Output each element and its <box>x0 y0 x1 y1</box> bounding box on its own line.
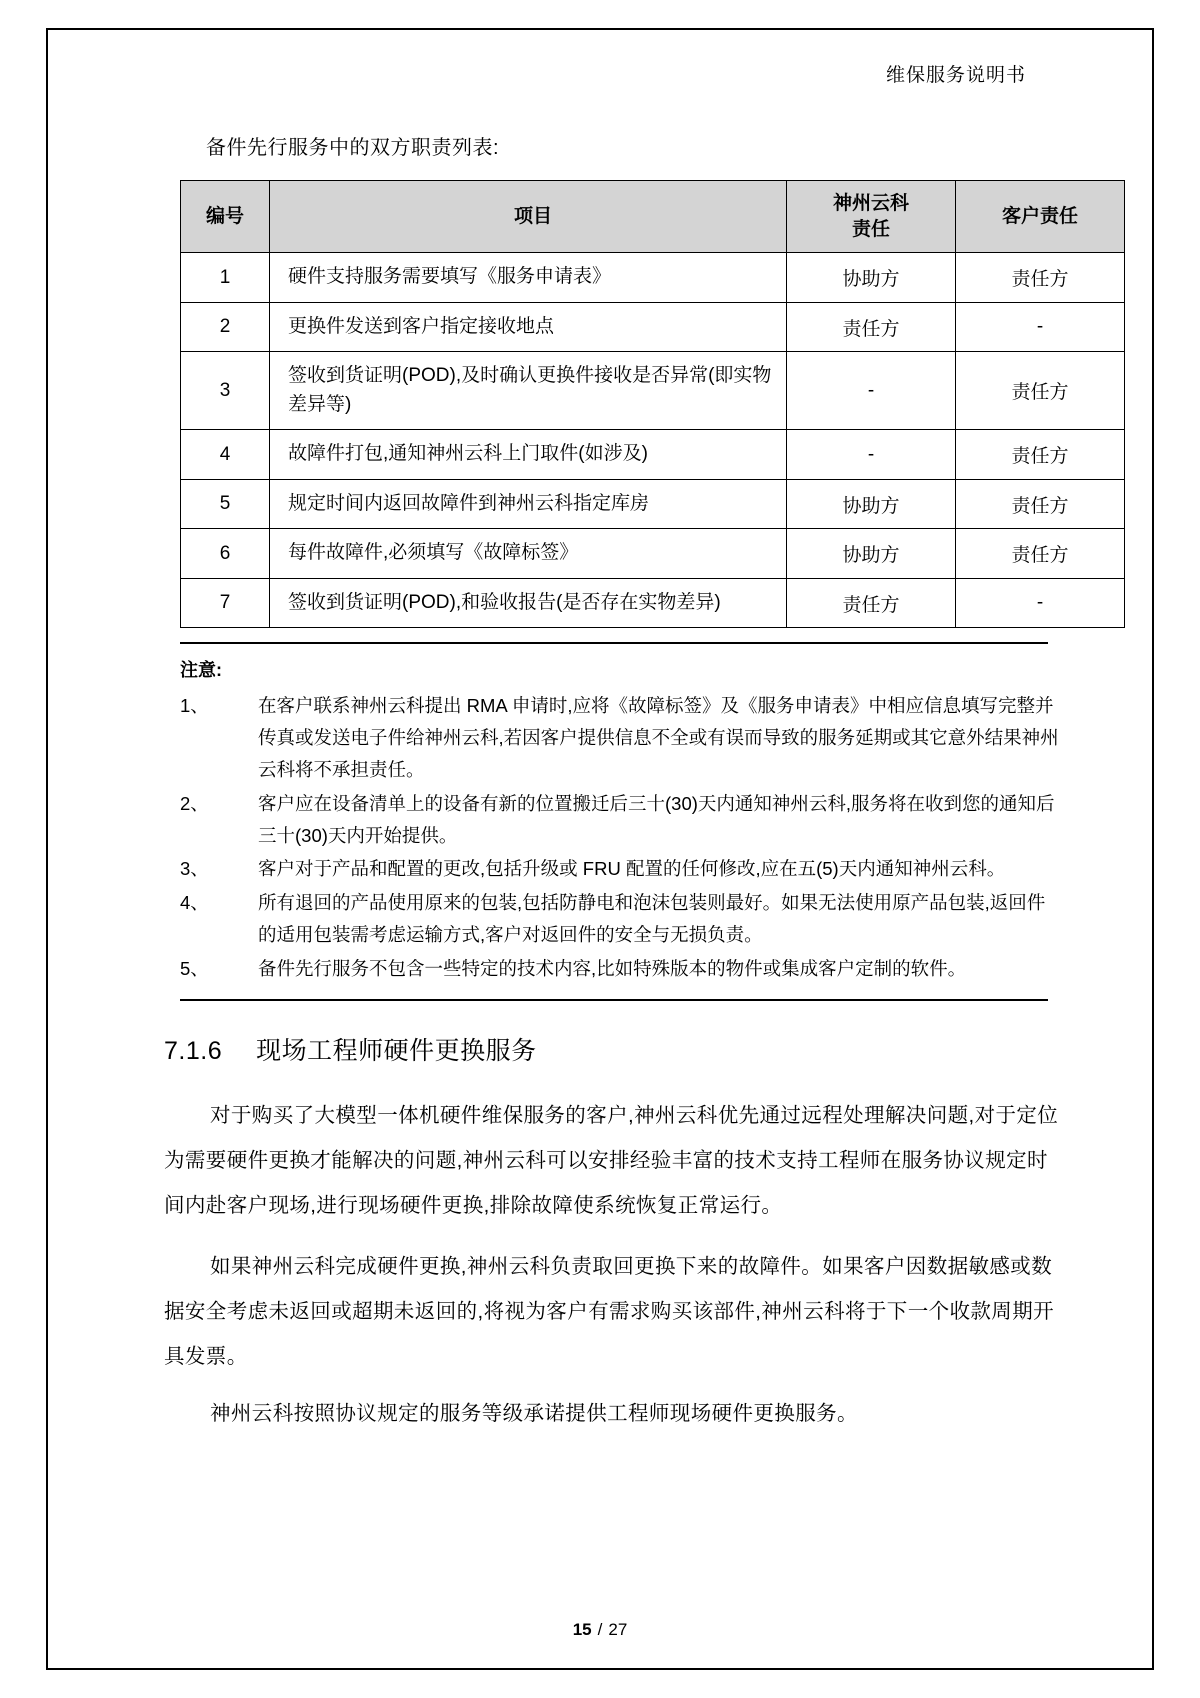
note-text: 备件先行服务不包含一些特定的技术内容,比如特殊版本的物件或集成客户定制的软件。 <box>258 957 967 979</box>
section-heading <box>164 1031 1082 1067</box>
table-row <box>181 578 1125 628</box>
list-item <box>180 690 1060 785</box>
note-number: 2、 <box>180 792 209 814</box>
note-number: 5、 <box>180 957 209 979</box>
page-number-separator: / <box>597 1620 603 1639</box>
responsibility-table <box>180 180 1125 628</box>
column-header-item: 项目 <box>270 181 787 253</box>
column-header-no: 编号 <box>181 181 270 253</box>
cell-no: 6 <box>181 529 270 579</box>
cell-no: 5 <box>181 479 270 529</box>
note-text: 在客户联系神州云科提出 RMA 申请时,应将《故障标签》及《服务申请表》中相应信息填写完整并传真或发送电子件给神州云科,若因客户提供信息不全或有误而导致的服务延期或其它意外结果神州云科将不承担责任。 <box>258 695 1059 780</box>
cell-item: 签收到货证明(POD),及时确认更换件接收是否异常(即实物差异等) <box>270 352 787 430</box>
cell-customer-responsibility: 责任方 <box>956 529 1125 579</box>
table-row <box>181 479 1125 529</box>
page-number-current: 15 <box>572 1620 592 1639</box>
list-item <box>180 953 1060 985</box>
cell-no: 7 <box>181 578 270 628</box>
cell-provider-responsibility: - <box>787 430 956 480</box>
note-text: 客户对于产品和配置的更改,包括升级或 FRU 配置的任何修改,应在五(5)天内通知神州云科。 <box>258 858 1006 880</box>
cell-provider-responsibility: 协助方 <box>787 529 956 579</box>
page-number-total: 27 <box>608 1620 628 1639</box>
list-item <box>180 887 1060 951</box>
table-row <box>181 430 1125 480</box>
document-header-title: 维保服务说明书 <box>885 65 1026 86</box>
cell-provider-responsibility: 协助方 <box>787 479 956 529</box>
cell-customer-responsibility: - <box>956 578 1125 628</box>
section-number: 7.1.6 <box>164 1036 223 1065</box>
intro-text: 备件先行服务中的双方职责列表: <box>206 137 500 159</box>
table-row <box>181 529 1125 579</box>
note-text: 客户应在设备清单上的设备有新的位置搬迁后三十(30)天内通知神州云科,服务将在收到您的通知后三十(30)天内开始提供。 <box>258 792 1055 846</box>
cell-customer-responsibility: 责任方 <box>956 253 1125 303</box>
page-footer <box>0 1620 1200 1640</box>
cell-no: 1 <box>181 253 270 303</box>
notes-title: 注意: <box>180 660 222 681</box>
table-row <box>181 352 1125 430</box>
notes-divider-bottom <box>180 999 1048 1001</box>
cell-item: 故障件打包,通知神州云科上门取件(如涉及) <box>270 430 787 480</box>
table-row <box>181 302 1125 352</box>
note-number: 3、 <box>180 858 209 880</box>
column-header-provider-responsibility <box>787 181 956 253</box>
column-header-provider-line2: 责任 <box>851 218 890 240</box>
column-header-provider-line1: 神州云科 <box>832 193 909 214</box>
note-number: 1、 <box>180 695 209 717</box>
cell-item: 硬件支持服务需要填写《服务申请表》 <box>270 253 787 303</box>
page-content <box>118 60 1082 1442</box>
cell-no: 4 <box>181 430 270 480</box>
cell-provider-responsibility: - <box>787 352 956 430</box>
column-header-customer-responsibility: 客户责任 <box>956 181 1125 253</box>
note-number: 4、 <box>180 892 209 914</box>
cell-provider-responsibility: 责任方 <box>787 578 956 628</box>
cell-customer-responsibility: 责任方 <box>956 479 1125 529</box>
cell-item: 每件故障件,必须填写《故障标签》 <box>270 529 787 579</box>
cell-item: 更换件发送到客户指定接收地点 <box>270 302 787 352</box>
body-paragraph: 如果神州云科完成硬件更换,神州云科负责取回更换下来的故障件。如果客户因数据敏感或数据安全考虑未返回或超期未返回的,将视为客户有需求购买该部件,神州云科将于下一个收款周期开具发票。 <box>164 1254 1054 1369</box>
cell-provider-responsibility: 协助方 <box>787 253 956 303</box>
cell-no: 2 <box>181 302 270 352</box>
cell-customer-responsibility: - <box>956 302 1125 352</box>
notes-list <box>180 690 1060 984</box>
section-title: 现场工程师硬件更换服务 <box>256 1036 537 1065</box>
table-header-row <box>181 181 1125 253</box>
notes-divider-top <box>180 642 1048 644</box>
cell-customer-responsibility: 责任方 <box>956 430 1125 480</box>
cell-no: 3 <box>181 352 270 430</box>
cell-item: 规定时间内返回故障件到神州云科指定库房 <box>270 479 787 529</box>
cell-customer-responsibility: 责任方 <box>956 352 1125 430</box>
list-item <box>180 788 1060 852</box>
table-row <box>181 253 1125 303</box>
cell-provider-responsibility: 责任方 <box>787 302 956 352</box>
body-paragraph: 对于购买了大模型一体机硬件维保服务的客户,神州云科优先通过远程处理解决问题,对于定位为需要硬件更换才能解决的问题,神州云科可以安排经验丰富的技术支持工程师在服务协议规定时间内赴客户现场,进行现场硬件更换,排除故障使系统恢复正常运行。 <box>164 1103 1059 1217</box>
list-item <box>180 853 1060 885</box>
cell-item: 签收到货证明(POD),和验收报告(是否存在实物差异) <box>270 578 787 628</box>
body-paragraph: 神州云科按照协议规定的服务等级承诺提供工程师现场硬件更换服务。 <box>210 1402 858 1426</box>
note-text: 所有退回的产品使用原来的包装,包括防静电和泡沫包装则最好。如果无法使用原产品包装,返回件的适用包装需考虑运输方式,客户对返回件的安全与无损负责。 <box>258 892 1046 945</box>
